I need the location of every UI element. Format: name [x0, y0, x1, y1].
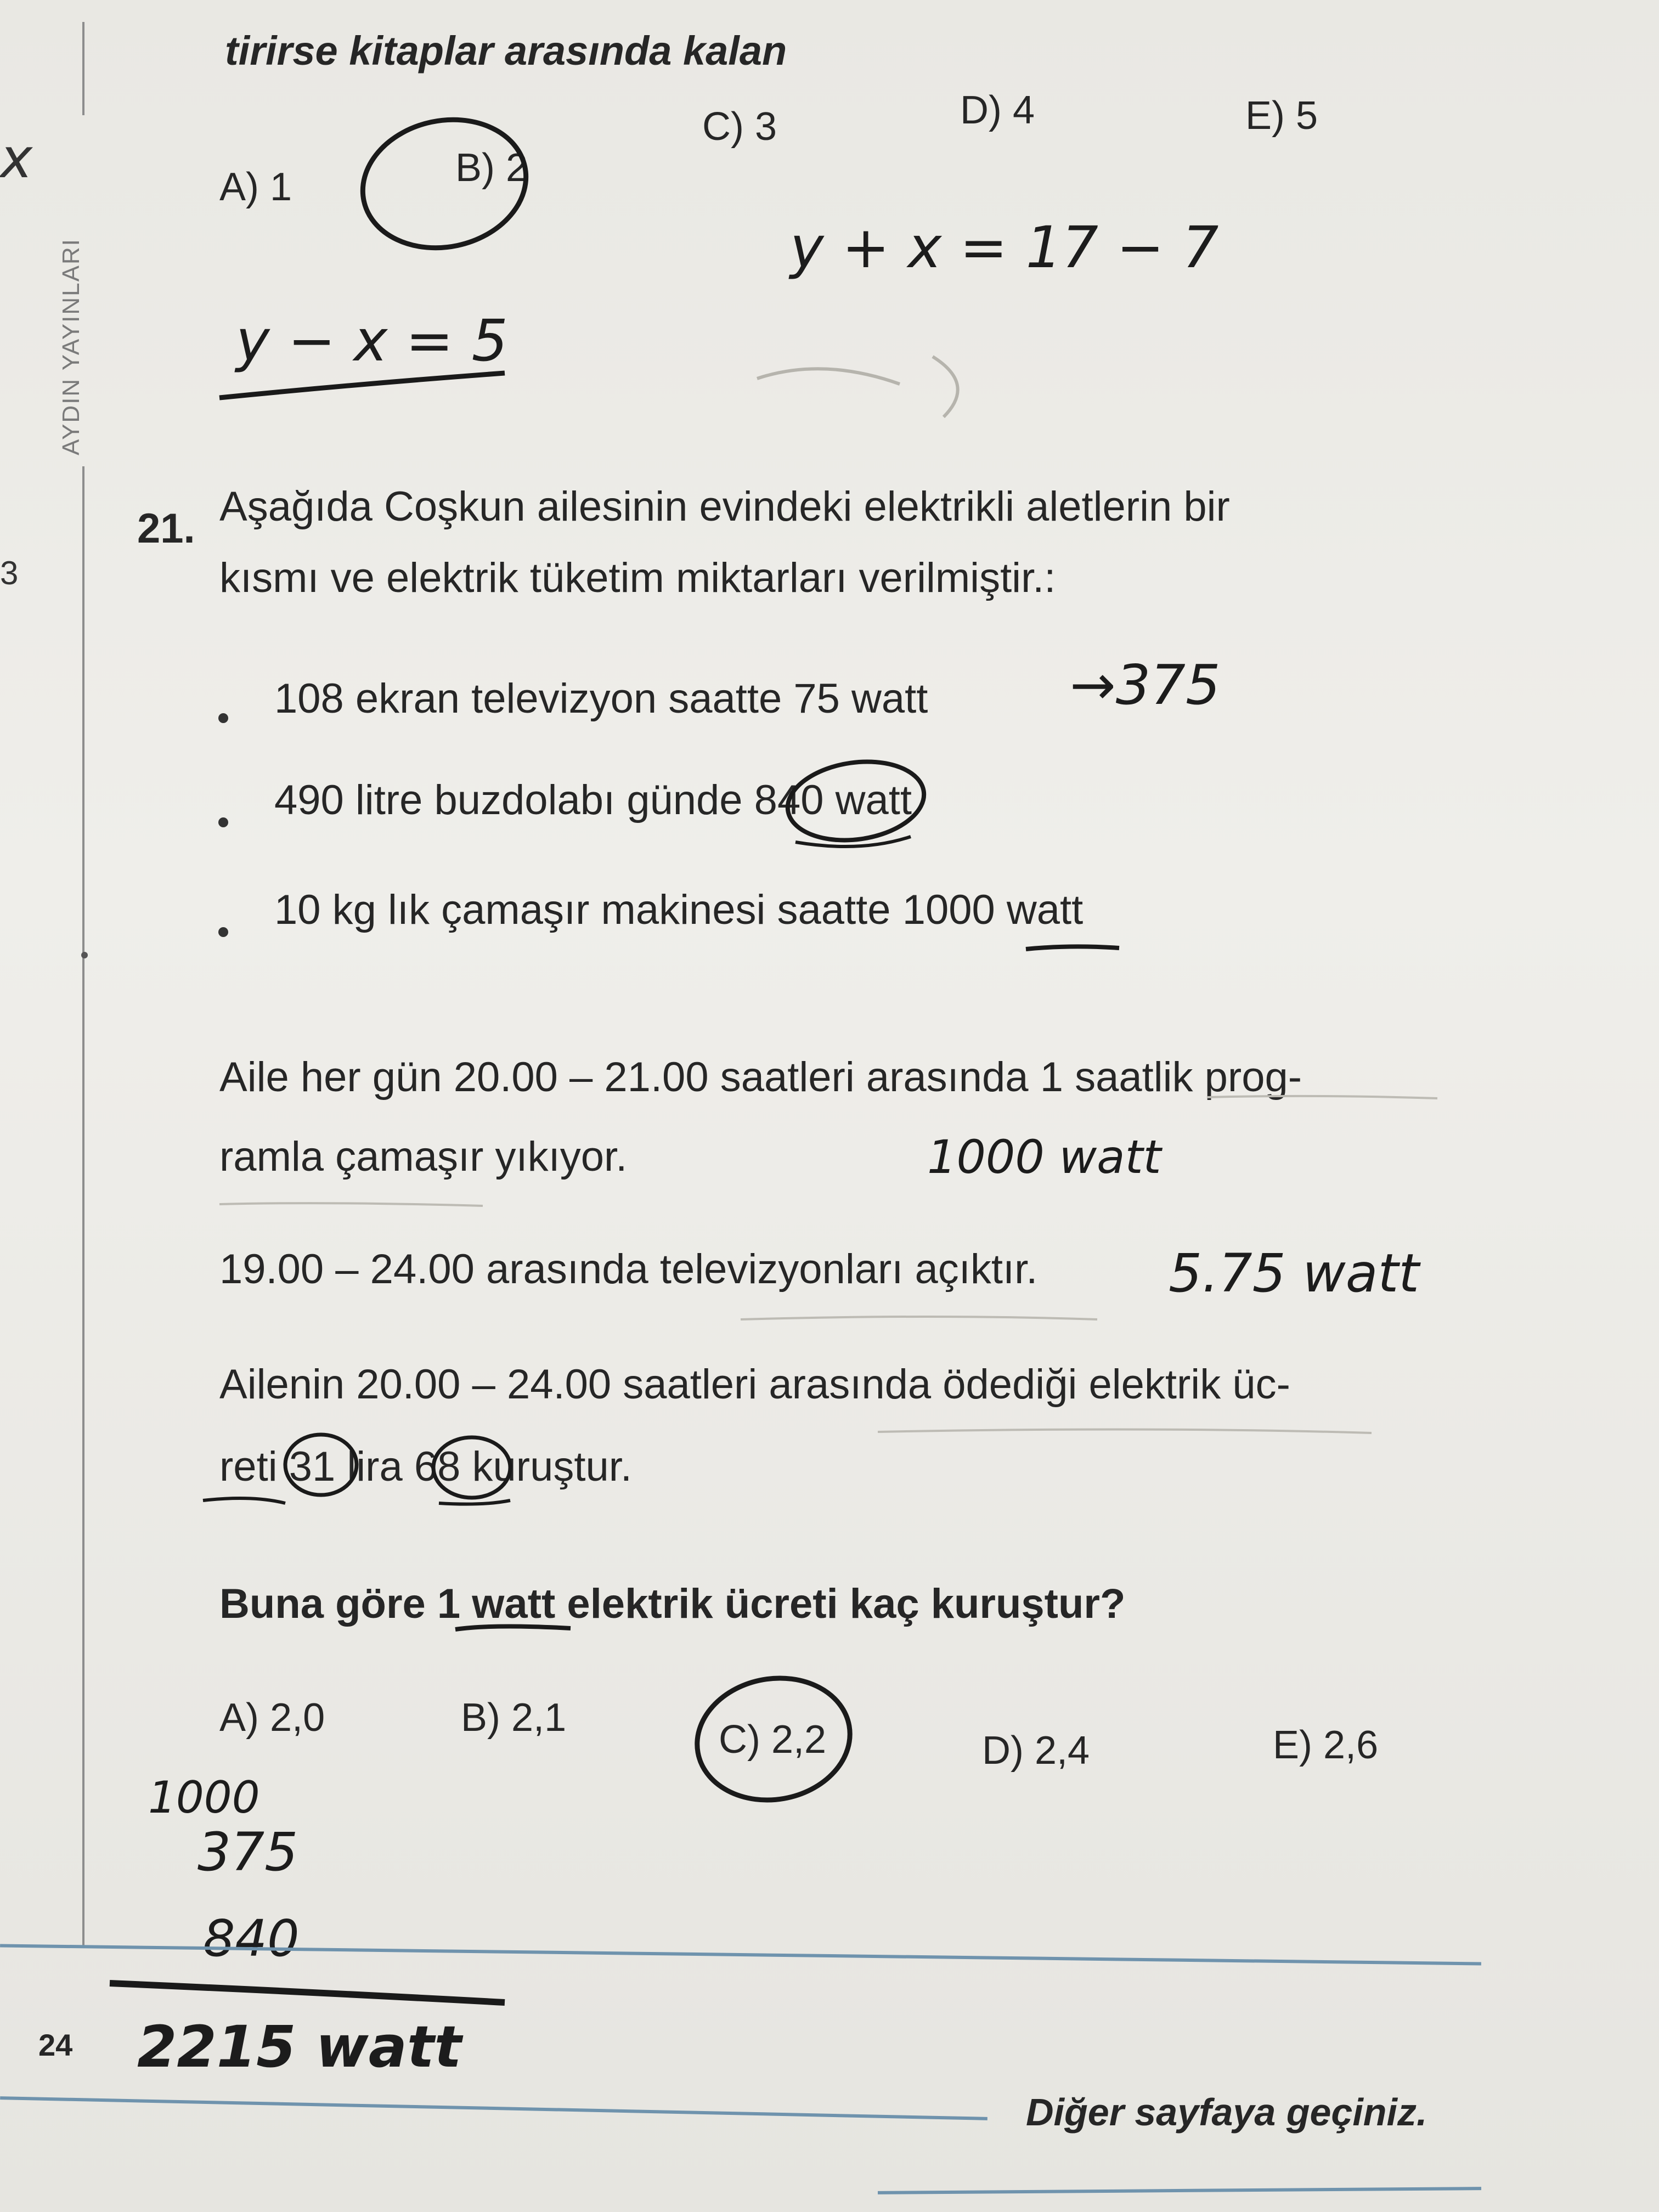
sidebar-label: AYDIN YAYINLARI: [58, 238, 84, 455]
faint-pencil-mark: [757, 357, 958, 417]
handwritten-note-1000-watt: 1000 watt: [927, 1130, 1161, 1184]
faint-underline-ramla: [219, 1203, 483, 1206]
paragraph-washing-line2: ramla çamaşır yıkıyor.: [219, 1133, 628, 1180]
answer-circle-c: [687, 1666, 860, 1812]
top-option-e-letter: E): [1245, 94, 1285, 138]
top-option-c-value: 3: [755, 105, 777, 149]
option-d-value: 2,4: [1035, 1729, 1090, 1773]
cost-text-2: lira: [335, 1443, 414, 1490]
prompt-pre: Buna göre: [219, 1581, 437, 1627]
paragraph-washing-line1: Aile her gün 20.00 – 21.00 saatleri arasında 1 saatlik prog-: [219, 1054, 1302, 1101]
circle-31: [285, 1435, 357, 1495]
faint-underline-cost: [878, 1429, 1372, 1433]
option-d-letter: D): [982, 1729, 1024, 1773]
top-option-d-value: 4: [1013, 88, 1035, 132]
underline-68: [439, 1500, 510, 1504]
answer-circle-top-b: [351, 105, 538, 262]
addition-bar: [110, 1983, 505, 2002]
question-21-intro-line2: kısmı ve elektrik tüketim miktarları verilmiştir.:: [219, 555, 1056, 601]
bullet-item-washer-pre: 10 kg lık çamaşır makinesi saatte: [274, 887, 902, 933]
underline-reti: [203, 1498, 285, 1503]
faint-underline-prog: [1207, 1096, 1437, 1098]
faint-underline-tv: [741, 1317, 1097, 1319]
option-b-letter: B): [461, 1696, 500, 1740]
work-line-1000: 1000: [148, 1772, 260, 1823]
top-option-d-letter: D): [960, 88, 1002, 132]
next-page-label: Diğer sayfaya geçiniz.: [1026, 2091, 1427, 2134]
cost-kurus-number: 68: [414, 1443, 461, 1490]
option-b-value: 2,1: [511, 1696, 567, 1740]
prompt-underlined: 1 watt: [437, 1581, 556, 1627]
bullet-item-fridge-pre: 490 litre buzdolabı günde: [274, 777, 754, 823]
option-a-value: 2,0: [270, 1696, 325, 1740]
option-e-value: 2,6: [1323, 1723, 1379, 1767]
handwritten-note-375: →375: [1070, 653, 1221, 717]
underline-equation-1: [219, 373, 505, 398]
question-21-number: 21.: [137, 505, 195, 552]
handwritten-note-5-75-watt: 5.75 watt: [1169, 1243, 1419, 1304]
top-option-c-letter: C): [702, 105, 744, 149]
work-line-840: 840: [203, 1909, 300, 1968]
cost-text-1: reti: [219, 1443, 289, 1490]
top-option-a-letter: A): [219, 165, 259, 209]
work-line-375: 375: [198, 1821, 298, 1883]
option-e-letter: E): [1273, 1723, 1312, 1767]
underline-1000: [1026, 946, 1119, 949]
top-option-a-value: 1: [270, 165, 292, 209]
cost-lira-number: 31: [289, 1443, 336, 1490]
margin-mark-x: x: [0, 126, 33, 190]
prompt-post: elektrik ücreti kaç kuruştur?: [555, 1581, 1126, 1627]
cost-text-3: kuruştur.: [460, 1443, 632, 1490]
circle-840: [782, 753, 929, 848]
option-c-value: 2,2: [771, 1718, 827, 1762]
option-c-letter: C): [719, 1718, 760, 1762]
work-total-2215-watt: 2215 watt: [137, 2013, 462, 2080]
work-divisor-24: 24: [38, 2028, 73, 2062]
paragraph-tv-hours: 19.00 – 24.00 arasında televizyonları açıktır.: [219, 1246, 1038, 1293]
top-question-line: tirirse kitaplar arasında kalan: [225, 28, 787, 74]
bullet-item-washer-post: watt: [995, 887, 1084, 933]
top-option-e-value: 5: [1296, 94, 1318, 138]
bullet-item-fridge-circled: 840: [754, 777, 824, 823]
bullet-item-washer-underlined: 1000: [902, 887, 995, 933]
option-a-letter: A): [219, 1696, 259, 1740]
top-option-b-letter: B): [455, 146, 495, 190]
bullet-item-tv-text: 108 ekran televizyon saatte 75 watt: [274, 675, 928, 722]
top-option-b-value: 2: [506, 146, 528, 190]
margin-mark-3: 3: [0, 555, 19, 591]
handwritten-equation-1: y − x = 5: [236, 307, 508, 374]
circle-68: [433, 1437, 510, 1498]
paragraph-cost-line1: Ailenin 20.00 – 24.00 saatleri arasında ödediği elektrik üc-: [219, 1361, 1290, 1408]
handwritten-equation-2: y + x = 17 − 7: [790, 214, 1219, 281]
underline-1-watt: [455, 1626, 571, 1629]
bullet-item-fridge-post: watt: [823, 777, 912, 823]
question-21-intro-line1: Aşağıda Coşkun ailesinin evindeki elektrikli aletlerin bir: [219, 483, 1230, 530]
